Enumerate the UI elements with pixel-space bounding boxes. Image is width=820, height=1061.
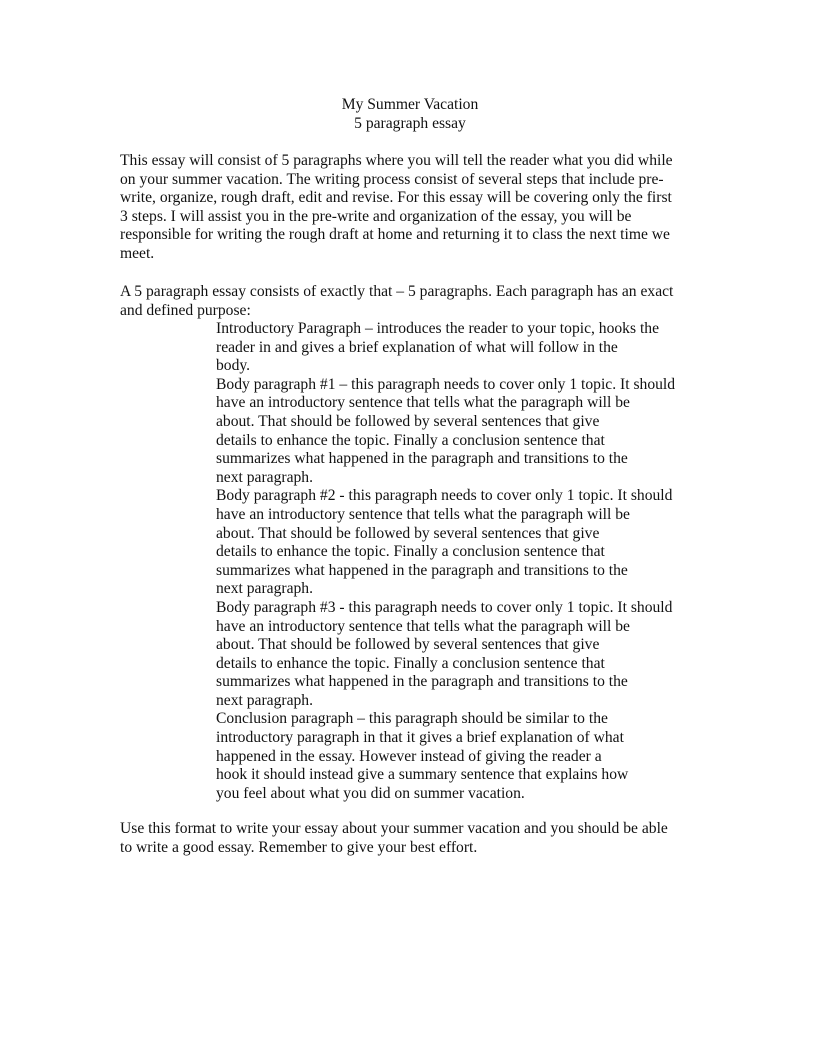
intro-line: on your summer vacation. The writing process consist of several steps that include pre- (120, 170, 664, 188)
intro-line: write, organize, rough draft, edit and revise. For this essay will be covering only the first (120, 189, 672, 207)
closing-paragraph (120, 820, 710, 857)
document-subtitle: 5 paragraph essay (354, 114, 466, 132)
list-item-line: Body paragraph #3 - this paragraph needs to cover only 1 topic. It should (216, 598, 673, 616)
intro-line: This essay will consist of 5 paragraphs where you will tell the reader what you did while (120, 152, 673, 169)
closing-line: to write a good essay. Remember to give your best effort. (120, 838, 478, 856)
list-item-line: introductory paragraph in that it gives a brief explanation of what (216, 729, 624, 747)
list-item-line: reader in and gives a brief explanation of what will follow in the (216, 338, 618, 356)
list-item-line: Body paragraph #2 - this paragraph needs to cover only 1 topic. It should (216, 487, 673, 505)
document-title: My Summer Vacation (341, 96, 479, 113)
intro-line: 3 steps. I will assist you in the pre-write and organization of the essay, you will be (120, 207, 632, 225)
list-item-body-3 (216, 599, 706, 711)
list-item-line: details to enhance the topic. Finally a conclusion sentence that (216, 431, 605, 449)
list-item-conclusion (216, 710, 706, 803)
list-item-line: about. That should be followed by several sentences that give (216, 524, 600, 542)
list-item-line: next paragraph. (216, 691, 313, 709)
closing-line: Use this format to write your essay about your summer vacation and you should be able (120, 820, 668, 837)
intro-line: responsible for writing the rough draft at home and returning it to class the next time we (120, 226, 670, 244)
intro-line: meet. (120, 244, 155, 262)
list-item-line: details to enhance the topic. Finally a conclusion sentence that (216, 543, 605, 561)
list-item-line: Introductory Paragraph – introduces the reader to your topic, hooks the (216, 320, 659, 337)
paragraph-structure-list (216, 320, 706, 803)
list-item-line: next paragraph. (216, 580, 313, 598)
list-item-line: happened in the essay. However instead of giving the reader a (216, 747, 602, 765)
list-item-line: you feel about what you did on summer vacation. (216, 784, 525, 802)
list-item-line: about. That should be followed by several sentences that give (216, 636, 600, 654)
list-item-line: summarizes what happened in the paragraph and transitions to the (216, 561, 628, 579)
list-item-line: have an introductory sentence that tells what the paragraph will be (216, 617, 630, 635)
list-item-introductory (216, 320, 706, 376)
list-item-line: details to enhance the topic. Finally a conclusion sentence that (216, 654, 605, 672)
list-item-line: hook it should instead give a summary sentence that explains how (216, 766, 629, 784)
list-item-body-2 (216, 487, 706, 599)
purpose-paragraph (120, 283, 710, 320)
intro-paragraph (120, 152, 710, 264)
list-item-line: have an introductory sentence that tells what the paragraph will be (216, 394, 630, 412)
list-item-line: next paragraph. (216, 468, 313, 486)
list-item-body-1 (216, 376, 706, 488)
purpose-line: A 5 paragraph essay consists of exactly that – 5 paragraphs. Each paragraph has an exact (120, 283, 674, 300)
list-item-line: summarizes what happened in the paragraph and transitions to the (216, 450, 628, 468)
list-item-line: summarizes what happened in the paragraph and transitions to the (216, 673, 628, 691)
purpose-line: and defined purpose: (120, 301, 251, 319)
list-item-line: have an introductory sentence that tells what the paragraph will be (216, 505, 630, 523)
list-item-line: Body paragraph #1 – this paragraph needs to cover only 1 topic. It should (216, 375, 676, 393)
title-block (0, 96, 820, 133)
list-item-line: about. That should be followed by several sentences that give (216, 412, 600, 430)
list-item-line: body. (216, 357, 251, 375)
list-item-line: Conclusion paragraph – this paragraph should be similar to the (216, 710, 608, 728)
